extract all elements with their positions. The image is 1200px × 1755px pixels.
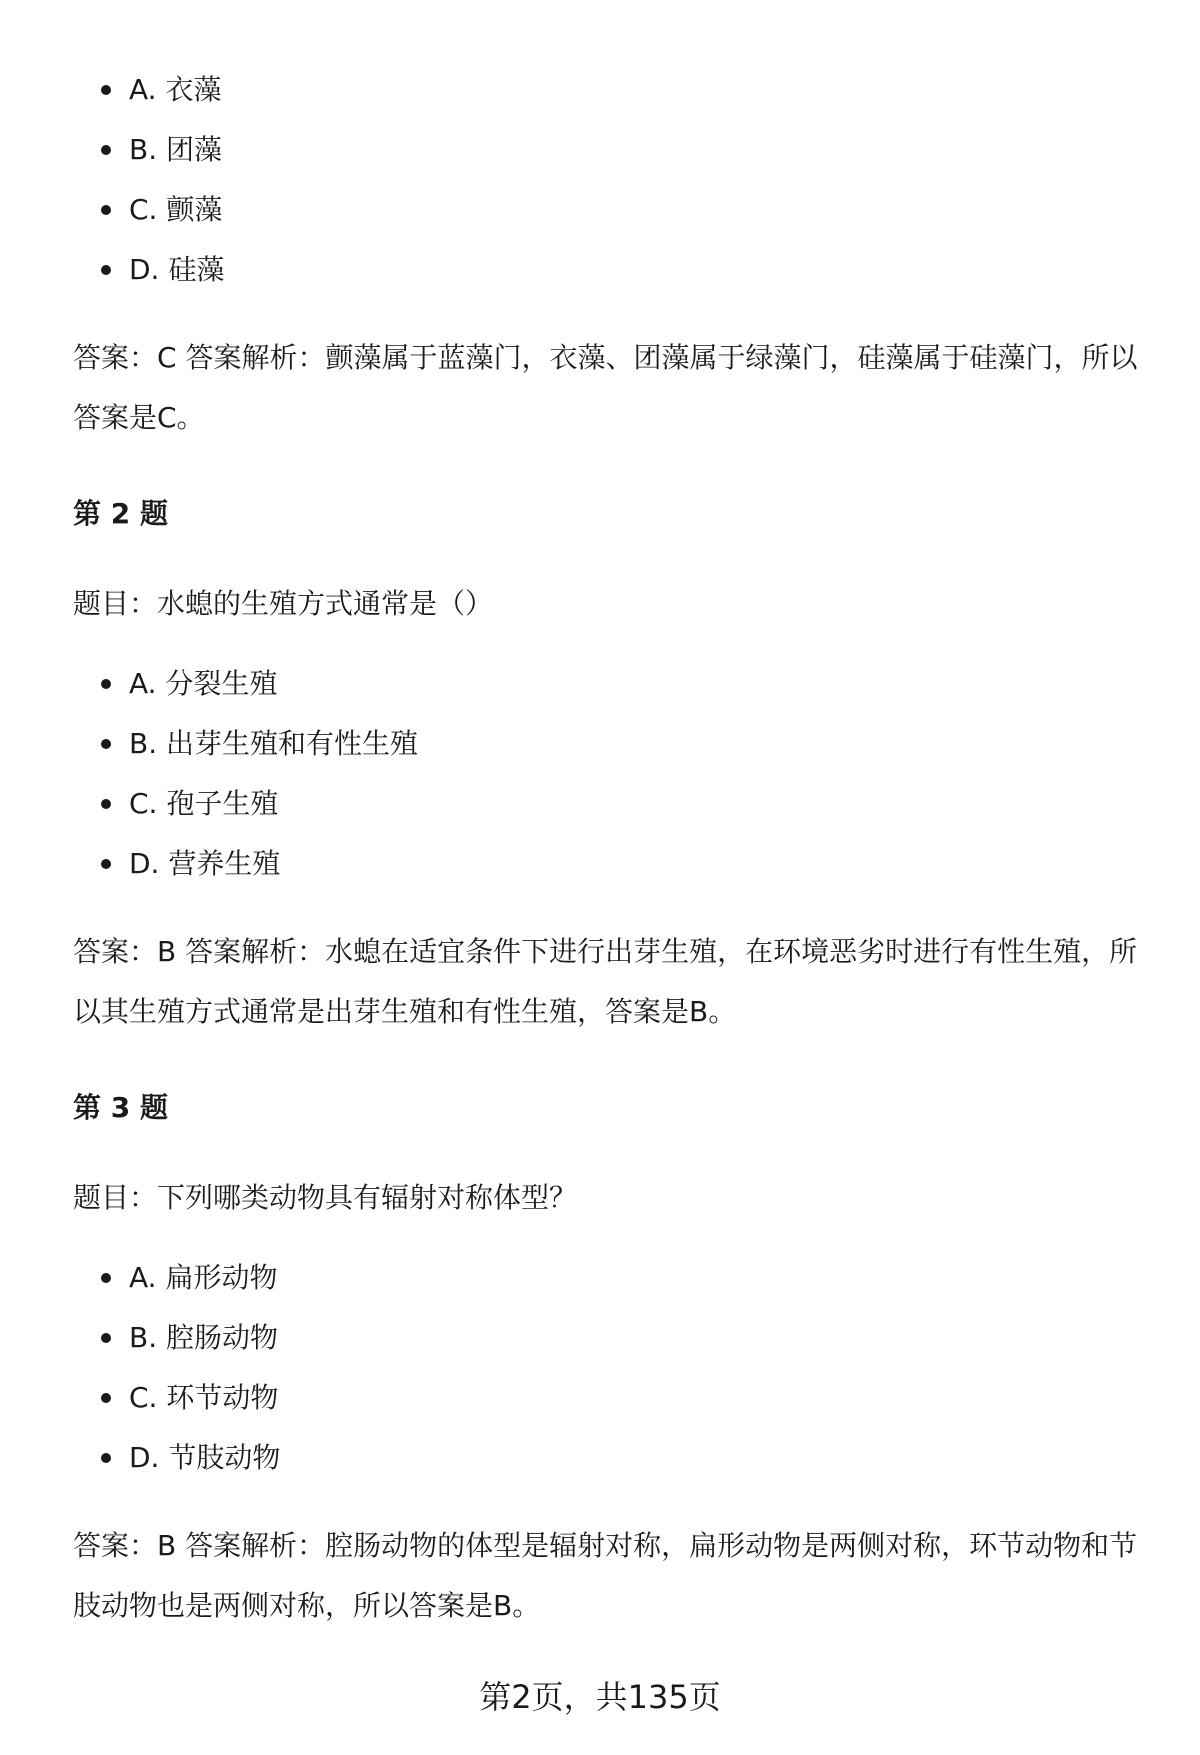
bullet: [101, 1273, 111, 1283]
q3-option-a: A. 扁形动物: [73, 1248, 1153, 1308]
q3-option-c: C. 环节动物: [73, 1368, 1153, 1428]
q2-option-a: A. 分裂生殖: [73, 654, 1153, 714]
q3-option-b: B. 腔肠动物: [73, 1308, 1153, 1368]
q1-answer: 答案：C 答案解析：颤藻属于蓝藻门，衣藻、团藻属于绿藻门，硅藻属于硅藻门，所以答案是C。: [73, 341, 1138, 434]
q1-option-c: C. 颤藻: [73, 180, 1153, 240]
q1-options: [73, 60, 1153, 300]
bullet: [101, 85, 111, 95]
q3-option-d: D. 节肢动物: [73, 1428, 1153, 1488]
bullet: [101, 145, 111, 155]
q2-heading: 第 2 题: [73, 497, 168, 530]
q3-answer: 答案：B 答案解析：腔肠动物的体型是辐射对称，扁形动物是两侧对称，环节动物和节肢动物也是两侧对称，所以答案是B。: [73, 1529, 1138, 1622]
bullet: [101, 859, 111, 869]
bullet: [101, 1393, 111, 1403]
bullet: [101, 799, 111, 809]
q2-option-b: B. 出芽生殖和有性生殖: [73, 714, 1153, 774]
q1-option-b: B. 团藻: [73, 120, 1153, 180]
bullet: [101, 679, 111, 689]
q2-answer: 答案：B 答案解析：水螅在适宜条件下进行出芽生殖，在环境恶劣时进行有性生殖，所以其生殖方式通常是出芽生殖和有性生殖，答案是B。: [73, 935, 1138, 1028]
bullet: [101, 265, 111, 275]
bullet: [101, 1453, 111, 1463]
q2-question: 题目：水螅的生殖方式通常是（）: [73, 587, 494, 620]
bullet: [101, 1333, 111, 1343]
bullet: [101, 205, 111, 215]
q2-options: [73, 654, 1153, 894]
q3-options: [73, 1248, 1153, 1488]
page-content: [73, 60, 1153, 1636]
q1-option-d: D. 硅藻: [73, 240, 1153, 300]
q2-option-d: D. 营养生殖: [73, 834, 1153, 894]
bullet: [101, 739, 111, 749]
q1-option-a: A. 衣藻: [73, 60, 1153, 120]
q3-heading: 第 3 题: [73, 1091, 168, 1124]
q3-question: 题目：下列哪类动物具有辐射对称体型？: [73, 1181, 578, 1214]
page-footer: 第2页，共135页: [479, 1678, 721, 1716]
q2-option-c: C. 孢子生殖: [73, 774, 1153, 834]
